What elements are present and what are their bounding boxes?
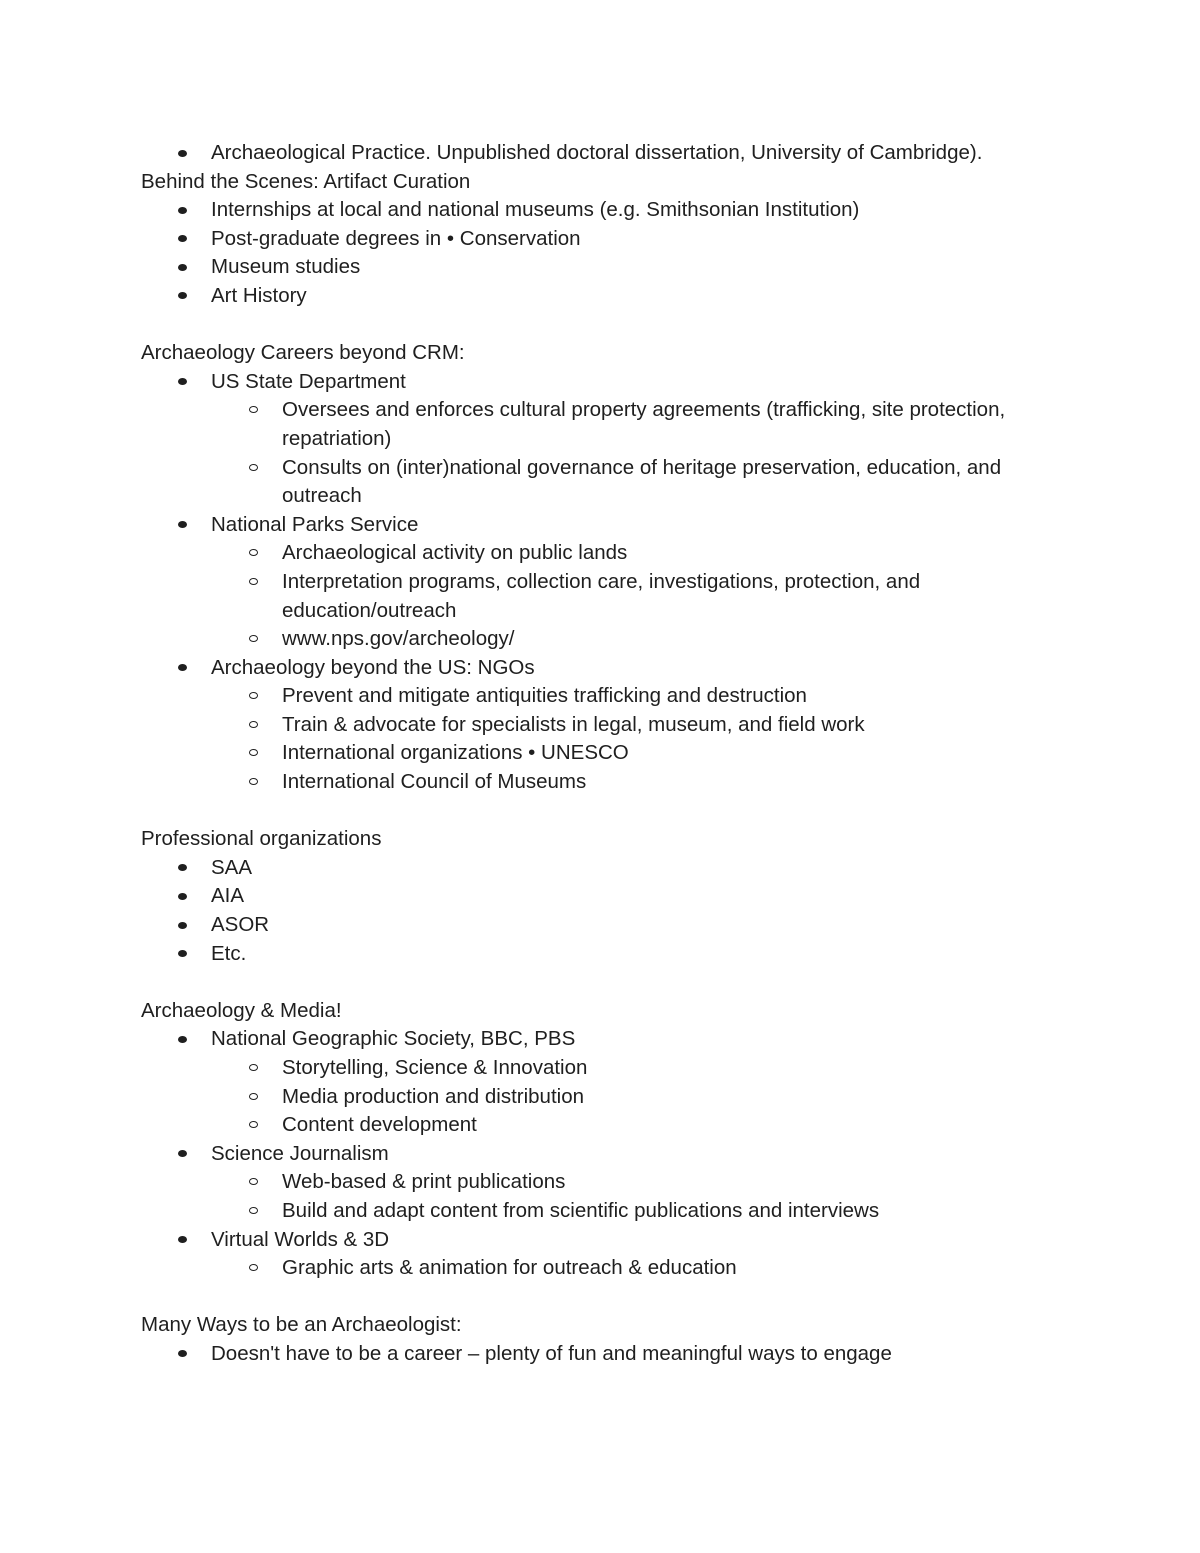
sub-list-item: [211, 568, 1061, 625]
list-item: [141, 911, 1061, 940]
section-heading-media: Archaeology & Media!: [141, 998, 342, 1022]
spacer: [141, 311, 1061, 340]
sub-list-item: [211, 739, 1061, 768]
nps-link[interactable]: www.nps.gov/archeology/: [282, 625, 1061, 654]
list-item-text: Archaeological Practice. Unpublished doctoral dissertation, University of Cambridge).: [211, 139, 1061, 168]
list-item-text: Post-graduate degrees in • Conservation: [211, 225, 1061, 254]
sub-list-item: [211, 454, 1061, 511]
spacer: [141, 968, 1061, 997]
list-item: [141, 196, 1061, 225]
list-item: [141, 654, 1061, 797]
sub-list-item-text: Web-based & print publications: [282, 1168, 1061, 1197]
orgs-list: [141, 854, 1061, 968]
section-heading-many-ways: Many Ways to be an Archaeologist:: [141, 1313, 462, 1337]
list-item-text: AIA: [211, 882, 1061, 911]
list-item: [141, 225, 1061, 254]
sub-list-item: [211, 396, 1061, 453]
list-item: [141, 854, 1061, 883]
list-item: [141, 1340, 1061, 1369]
spacer: [141, 1283, 1061, 1312]
careers-list: [141, 368, 1061, 797]
sub-list-item-text: Consults on (inter)national governance of heritage preservation, education, and outreach: [282, 454, 1061, 511]
sub-list-item: [211, 682, 1061, 711]
section-heading-curation: Behind the Scenes: Artifact Curation: [141, 169, 471, 193]
sub-list-item: [211, 1083, 1061, 1112]
list-item-text: SAA: [211, 854, 1061, 883]
list-item-text: Internships at local and national museums (e.g. Smithsonian Institution): [211, 196, 1061, 225]
list-item: [141, 940, 1061, 969]
list-item-text: Science Journalism: [211, 1140, 1061, 1169]
sub-list-item: [211, 1054, 1061, 1083]
sub-list-item: [211, 539, 1061, 568]
list-item: [141, 139, 1061, 168]
sub-list: [211, 1168, 1061, 1225]
section-heading-careers: Archaeology Careers beyond CRM:: [141, 341, 465, 365]
list-item: [141, 882, 1061, 911]
sub-list: [211, 682, 1061, 796]
list-item: [141, 253, 1061, 282]
sub-list-item-text: Prevent and mitigate antiquities trafficking and destruction: [282, 682, 1061, 711]
list-item: [141, 511, 1061, 654]
sub-list-item: [211, 1111, 1061, 1140]
list-item: [141, 368, 1061, 511]
sub-list-item: [211, 1254, 1061, 1283]
sub-list: [211, 1254, 1061, 1283]
sub-list-item: [211, 711, 1061, 740]
sub-list-item-text: Build and adapt content from scientific publications and interviews: [282, 1197, 1061, 1226]
sub-list: [211, 539, 1061, 653]
sub-list-item-text: Train & advocate for specialists in legal, museum, and field work: [282, 711, 1061, 740]
list-item-text: Museum studies: [211, 253, 1061, 282]
media-list: [141, 1025, 1061, 1282]
spacer: [141, 797, 1061, 826]
sub-list: [211, 1054, 1061, 1140]
sub-list-item-text: Storytelling, Science & Innovation: [282, 1054, 1061, 1083]
sub-list-item: [211, 768, 1061, 797]
sub-list-item-text: International organizations • UNESCO: [282, 739, 1061, 768]
list-item-text: Doesn't have to be a career – plenty of fun and meaningful ways to engage: [211, 1340, 1061, 1369]
list-item: [141, 1140, 1061, 1226]
list-item-text: National Parks Service: [211, 511, 1061, 540]
many-ways-list: [141, 1340, 1061, 1369]
sub-list-item-text: Interpretation programs, collection care, investigations, protection, and education/outreach: [282, 568, 1061, 625]
list-item-text: Art History: [211, 282, 1061, 311]
sub-list-item-text: International Council of Museums: [282, 768, 1061, 797]
document-page: [141, 139, 1061, 1369]
sub-list-item: [211, 1168, 1061, 1197]
list-item: [141, 1226, 1061, 1283]
top-list: [141, 139, 1061, 168]
sub-list-item-text: Oversees and enforces cultural property agreements (trafficking, site protection, repatriation): [282, 396, 1061, 453]
section-heading-orgs: Professional organizations: [141, 827, 382, 851]
sub-list-item-text: Media production and distribution: [282, 1083, 1061, 1112]
list-item-text: Etc.: [211, 940, 1061, 969]
list-item: [141, 1025, 1061, 1139]
list-item-text: US State Department: [211, 368, 1061, 397]
sub-list-item: [211, 1197, 1061, 1226]
sub-list-item-text: Archaeological activity on public lands: [282, 539, 1061, 568]
list-item-text: ASOR: [211, 911, 1061, 940]
list-item-text: National Geographic Society, BBC, PBS: [211, 1025, 1061, 1054]
list-item-text: Archaeology beyond the US: NGOs: [211, 654, 1061, 683]
sub-list-item-text: Graphic arts & animation for outreach & education: [282, 1254, 1061, 1283]
sub-list-item-text: Content development: [282, 1111, 1061, 1140]
curation-list: [141, 196, 1061, 310]
sub-list: [211, 396, 1061, 510]
list-item-text: Virtual Worlds & 3D: [211, 1226, 1061, 1255]
list-item: [141, 282, 1061, 311]
sub-list-item: [211, 625, 1061, 654]
